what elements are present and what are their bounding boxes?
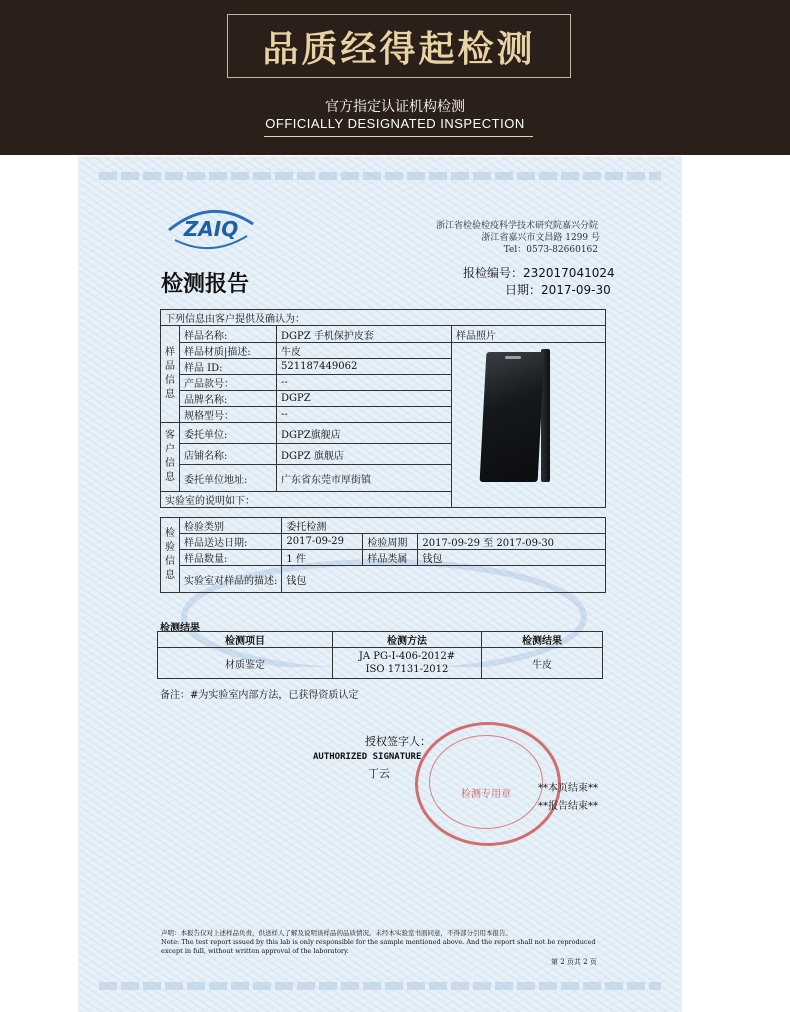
field-value: 委托检测 — [282, 518, 606, 534]
subtitle-underline — [264, 136, 533, 137]
field-label: 样品材质|描述: — [180, 343, 277, 359]
results-item: 材质鉴定 — [158, 648, 333, 679]
sample-photo-label: 样品照片 — [452, 326, 606, 343]
results-header-item: 检测项目 — [158, 632, 333, 648]
results-method-line: ISO 17131-2012 — [365, 664, 449, 675]
field-label: 产品款号： — [180, 375, 277, 391]
disclaimer-chinese: 声明：本报告仅对上述样品负责，供送样人了解及说明该样品的品质情况。未经本实验室书面同意，不得部分引用本报告。 — [161, 929, 512, 937]
page-number: 第 2 页共 2 页 — [551, 958, 597, 966]
field-label: 实验室对样品的描述: — [180, 566, 282, 593]
svg-text:ZAIQ: ZAIQ — [183, 217, 239, 241]
field-label: 样品数量: — [180, 550, 282, 566]
disclaimer — [161, 929, 601, 956]
page-title: 品质经得起检测 — [262, 27, 536, 70]
field-value: 521187449062 — [277, 359, 452, 375]
field-label: 检验周期 — [363, 534, 418, 550]
field-value: DGPZ — [277, 391, 452, 407]
field-label: 店铺名称: — [180, 444, 277, 465]
field-value: DGPZ 手机保护皮套 — [277, 326, 452, 343]
lab-info-vertical-label: 检 验 信 息 — [161, 518, 180, 593]
report-number: 报检编号：232017041024 — [463, 266, 615, 280]
field-value: 钱包 — [418, 550, 606, 566]
institution-name: 浙江省检验检疫科学技术研究院嘉兴分院 — [435, 221, 598, 231]
lab-info-table — [160, 517, 606, 593]
phone-case-photo — [480, 352, 545, 482]
report-date: 日期：2017-09-30 — [505, 283, 611, 297]
security-strip — [99, 172, 661, 180]
zaiq-logo — [161, 202, 261, 252]
results-header-result: 检测结果 — [482, 632, 603, 648]
end-of-report: **报告结束** — [538, 801, 598, 812]
field-value: 广东省东莞市厚街镇 — [277, 465, 452, 492]
field-label: 检验类别 — [180, 518, 282, 534]
report-note: 备注：#为实验室内部方法，已获得资质认定 — [160, 690, 359, 701]
field-value: 2017-09-29 至 2017-09-30 — [418, 534, 606, 550]
field-label: 样品送达日期: — [180, 534, 282, 550]
field-value: -- — [277, 375, 452, 391]
field-label: 样品 ID: — [180, 359, 277, 375]
security-strip — [99, 982, 661, 990]
signer-name: 丁云 — [368, 767, 390, 780]
field-value: DGPZ旗舰店 — [277, 423, 452, 444]
results-method — [333, 648, 482, 679]
subtitle-english: OFFICIALLY DESIGNATED INSPECTION — [265, 116, 525, 131]
results-header-method: 检测方法 — [333, 632, 482, 648]
field-value: -- — [277, 407, 452, 423]
authorized-signature-label: 授权签字人： — [365, 735, 431, 748]
field-label: 品牌名称: — [180, 391, 277, 407]
inspection-report — [79, 157, 681, 1012]
official-stamp-inner-ring — [429, 735, 543, 829]
field-label: 样品类属 — [363, 550, 418, 566]
field-label: 规格型号： — [180, 407, 277, 423]
results-table — [157, 631, 603, 679]
client-provided-header: 下列信息由客户提供及确认为： — [161, 310, 606, 326]
lab-notes-header: 实验室的说明如下： — [161, 492, 606, 508]
field-value: 牛皮 — [277, 343, 452, 359]
results-title: 检测结果 — [160, 623, 200, 634]
end-of-page: **本页结束** — [538, 783, 598, 794]
subtitle-chinese: 官方指定认证机构检测 — [325, 99, 465, 115]
institution-tel: Tel：0573-82660162 — [503, 245, 598, 255]
client-info-vertical-label: 客 户 信 息 — [161, 423, 180, 492]
report-title: 检测报告 — [161, 272, 250, 297]
disclaimer-english: Note: The test report issued by this lab is only responsible for the sample mentioned above. And the report shall not be reproduced except in full, without written approval of the laboratory. — [161, 938, 596, 955]
field-value: 钱包 — [282, 566, 606, 593]
field-label: 委托单位: — [180, 423, 277, 444]
field-value: 2017-09-29 — [282, 534, 363, 550]
field-label: 委托单位地址: — [180, 465, 277, 492]
results-method-line: JA PG-I-406-2012# — [358, 651, 456, 662]
report-meta — [463, 265, 615, 299]
field-value: 1 件 — [282, 550, 363, 566]
field-label: 样品名称: — [180, 326, 277, 343]
header-banner — [0, 0, 790, 155]
institution-address: 浙江省嘉兴市文昌路 1299 号 — [481, 233, 600, 243]
sample-info-vertical-label: 样 品 信 息 — [161, 326, 180, 423]
field-value: DGPZ 旗舰店 — [277, 444, 452, 465]
institution-info — [436, 220, 598, 256]
results-result: 牛皮 — [482, 648, 603, 679]
phone-case-slot — [505, 356, 521, 359]
stamp-text: 检测专用章 — [461, 789, 511, 800]
title-frame — [227, 14, 571, 78]
authorized-signature-english: AUTHORIZED SIGNATURE — [313, 752, 422, 762]
